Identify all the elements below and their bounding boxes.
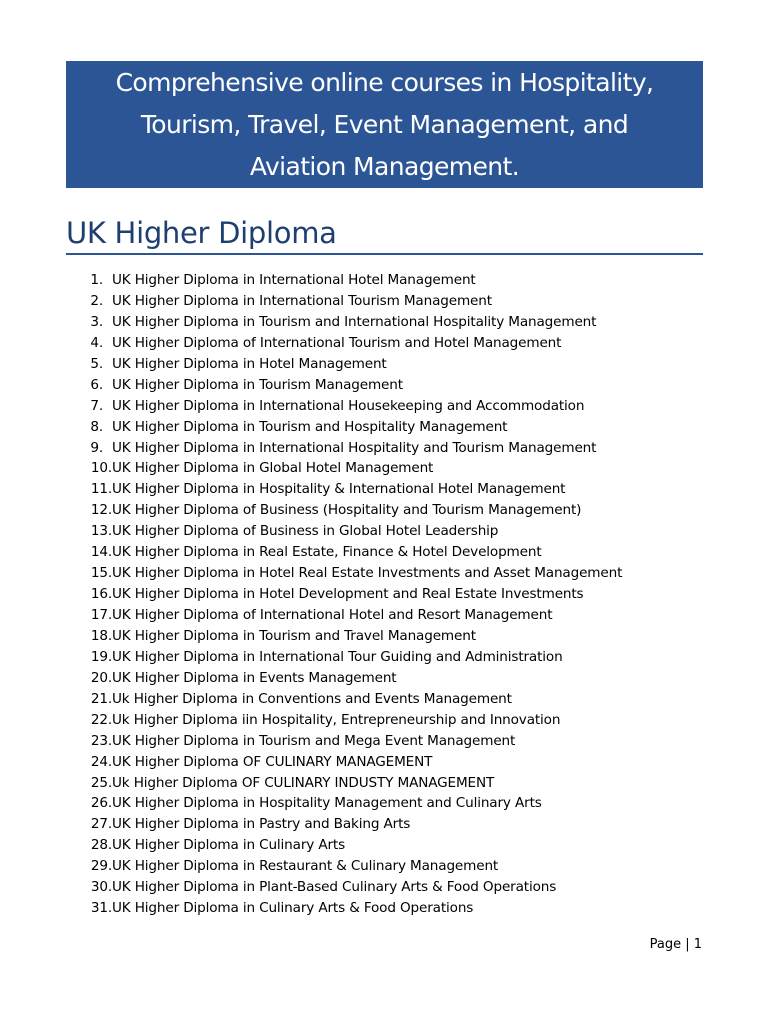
course-title: UK Higher Diploma of International Tourism and Hotel Management <box>112 334 562 351</box>
course-list-item <box>66 563 703 584</box>
course-title: UK Higher Diploma in Tourism and Hospitality Management <box>112 418 508 435</box>
course-list-item <box>66 270 703 291</box>
course-number: 13. <box>90 523 112 540</box>
course-number: 7. <box>90 397 103 414</box>
course-number: 29. <box>90 858 112 875</box>
course-list-item <box>66 647 703 668</box>
course-title: UK Higher Diploma in International Housekeeping and Accommodation <box>112 397 585 414</box>
course-number: 12. <box>90 502 112 519</box>
course-list-item <box>66 626 703 647</box>
course-list-item <box>66 312 703 333</box>
course-number: 14. <box>90 544 112 561</box>
course-number: 26. <box>90 795 112 812</box>
course-list-item <box>66 438 703 459</box>
course-list-item <box>66 396 703 417</box>
course-title: UK Higher Diploma of Business (Hospitality and Tourism Management) <box>112 502 582 519</box>
course-title: Uk Higher Diploma iin Hospitality, Entrepreneurship and Innovation <box>112 711 561 728</box>
banner-title-line-1: Comprehensive online courses in Hospitality, <box>115 67 654 97</box>
course-number: 20. <box>90 669 112 686</box>
banner-title <box>116 62 654 188</box>
course-title: UK Higher Diploma in Hotel Real Estate Investments and Asset Management <box>112 565 623 582</box>
section-divider <box>66 253 703 255</box>
course-title: UK Higher Diploma in Real Estate, Finance & Hotel Development <box>112 544 542 561</box>
course-list-item <box>66 417 703 438</box>
course-list-item <box>66 605 703 626</box>
banner-title-line-2: Tourism, Travel, Event Management, and <box>140 109 629 139</box>
course-list-item <box>66 291 703 312</box>
course-list-item <box>66 354 703 375</box>
banner-title-line-3: Aviation Management. <box>249 151 520 181</box>
course-number: 19. <box>90 648 112 665</box>
course-title: UK Higher Diploma in Restaurant & Culinary Management <box>112 858 499 875</box>
course-list-item <box>66 689 703 710</box>
course-title: Uk Higher Diploma in Conventions and Events Management <box>112 690 512 707</box>
course-title: UK Higher Diploma in Culinary Arts & Food Operations <box>112 900 474 917</box>
course-number: 1. <box>90 272 103 288</box>
course-list-item <box>66 584 703 605</box>
course-title: UK Higher Diploma of Business in Global Hotel Leadership <box>112 523 499 540</box>
course-title: UK Higher Diploma in Plant-Based Culinary Arts & Food Operations <box>112 879 557 896</box>
course-number: 16. <box>90 586 112 603</box>
course-number: 22. <box>90 711 112 728</box>
course-list-item <box>66 835 703 856</box>
course-title: UK Higher Diploma in Tourism Management <box>112 376 403 393</box>
course-list-item <box>66 752 703 773</box>
course-title: UK Higher Diploma in Tourism and Mega Event Management <box>112 732 516 749</box>
course-list-item <box>66 898 703 919</box>
course-list-item <box>66 375 703 396</box>
course-list-item <box>66 458 703 479</box>
course-list-item <box>66 877 703 898</box>
course-number: 27. <box>90 816 112 833</box>
course-number: 3. <box>90 313 103 330</box>
course-list-item <box>66 479 703 500</box>
course-title: UK Higher Diploma in International Hotel Management <box>112 272 476 288</box>
course-list-item <box>66 521 703 542</box>
course-number: 4. <box>90 334 103 351</box>
course-list-item <box>66 793 703 814</box>
course-list-item <box>66 814 703 835</box>
course-title: UK Higher Diploma in Pastry and Baking Arts <box>112 816 411 833</box>
course-number: 24. <box>90 753 112 770</box>
course-list-item <box>66 856 703 877</box>
course-title: UK Higher Diploma OF CULINARY MANAGEMENT <box>112 753 433 770</box>
course-number: 25. <box>90 774 112 791</box>
course-list-item <box>66 668 703 689</box>
course-title: UK Higher Diploma in Hospitality & International Hotel Management <box>112 481 566 498</box>
course-title: UK Higher Diploma in International Tourism Management <box>112 292 492 309</box>
course-number: 5. <box>90 355 103 372</box>
course-title: UK Higher Diploma in Tourism and Travel Management <box>112 627 476 644</box>
course-title: UK Higher Diploma of International Hotel and Resort Management <box>112 607 553 623</box>
course-list-item <box>66 542 703 563</box>
section-heading: UK Higher Diploma <box>66 216 337 250</box>
course-number: 31. <box>90 900 112 917</box>
page-number: Page | 1 <box>649 937 702 952</box>
course-number: 8. <box>90 418 103 435</box>
course-number: 15. <box>90 565 112 582</box>
course-title: UK Higher Diploma in Global Hotel Management <box>112 460 434 477</box>
course-list-item <box>66 500 703 521</box>
course-list-item <box>66 710 703 731</box>
course-title: UK Higher Diploma in Events Management <box>112 669 397 686</box>
course-title: UK Higher Diploma in Hotel Management <box>112 355 387 372</box>
course-list-item <box>66 773 703 794</box>
header-banner <box>66 61 703 188</box>
course-number: 6. <box>90 376 103 393</box>
course-number: 23. <box>90 732 112 749</box>
course-list-item <box>66 333 703 354</box>
course-title: UK Higher Diploma in International Tour Guiding and Administration <box>112 648 563 665</box>
course-title: UK Higher Diploma in Culinary Arts <box>112 837 346 854</box>
course-number: 28. <box>90 837 112 854</box>
course-title: UK Higher Diploma in Tourism and International Hospitality Management <box>112 313 597 330</box>
course-number: 10. <box>90 460 112 477</box>
course-number: 30. <box>90 879 112 896</box>
course-number: 11. <box>90 481 112 498</box>
course-number: 17. <box>90 607 112 623</box>
course-title: UK Higher Diploma in Hospitality Management and Culinary Arts <box>112 795 542 812</box>
course-list <box>66 270 703 919</box>
course-title: UK Higher Diploma in Hotel Development and Real Estate Investments <box>112 586 584 603</box>
course-number: 9. <box>90 439 103 456</box>
course-title: Uk Higher Diploma OF CULINARY INDUSTY MANAGEMENT <box>112 774 495 791</box>
course-title: UK Higher Diploma in International Hospitality and Tourism Management <box>112 439 597 456</box>
course-number: 21. <box>90 690 112 707</box>
course-list-item <box>66 731 703 752</box>
course-number: 18. <box>90 627 112 644</box>
course-number: 2. <box>90 292 103 309</box>
